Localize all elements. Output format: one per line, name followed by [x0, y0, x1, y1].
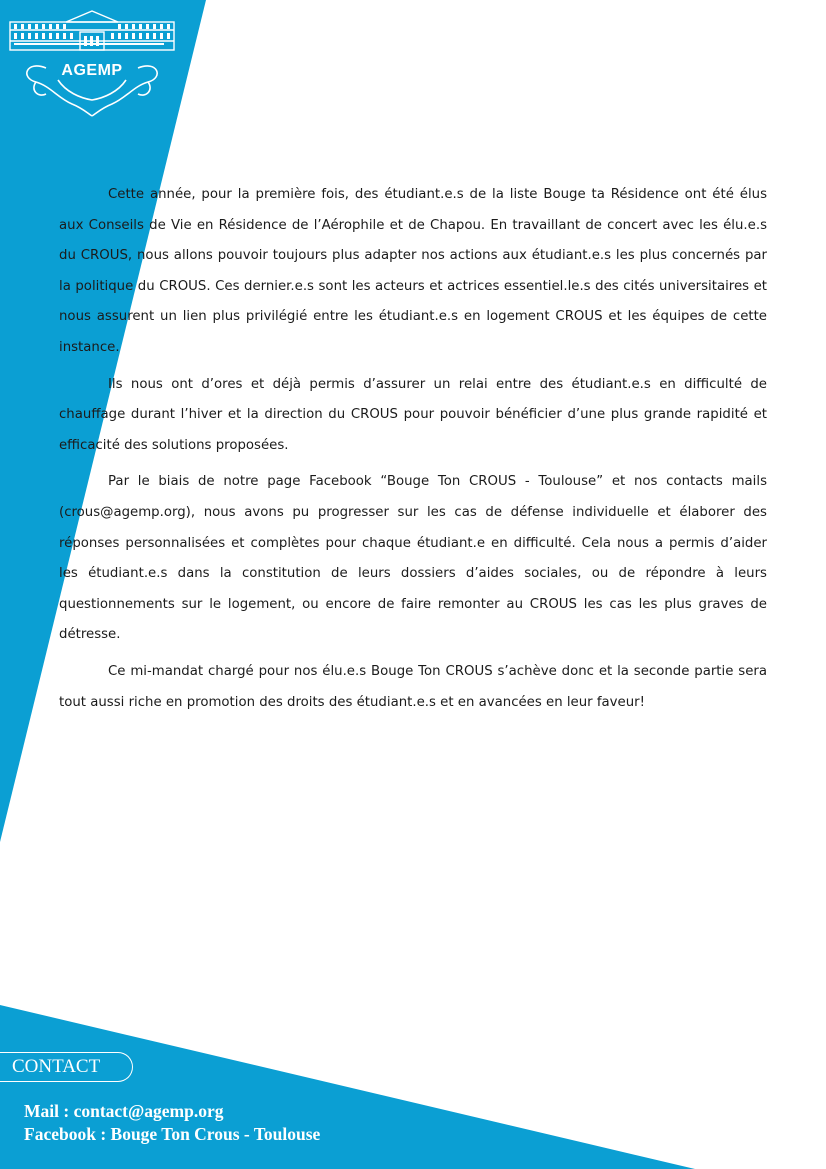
- contact-label: CONTACT: [0, 1052, 133, 1082]
- contact-facebook: Facebook : Bouge Ton Crous - Toulouse: [24, 1124, 321, 1144]
- logo-text: AGEMP: [61, 62, 123, 79]
- paragraph: Cette année, pour la première fois, des étudiant.e.s de la liste Bouge ta Résidence ont été élus aux Conseils de Vie en Résidence de l’Aérophile et de Chapou. En travaillant de concert avec les élu.e.s du CROUS, nous allons pouvoir toujours plus adapter nos actions aux étudiant.e.s les plus concernés par la politique du CROUS. Ces dernier.e.s sont les acteurs et actrices essentiel.le.s des cités universitaires et nous assurent un lien plus privilégié entre les étudiant.e.s en logement CROUS et les équipes de cette instance.: [59, 187, 767, 355]
- paragraph: Ce mi-mandat chargé pour nos élu.e.s Bouge Ton CROUS s’achève donc et la seconde partie sera tout aussi riche en promotion des droits des étudiant.e.s et en avancées en leur faveur!: [59, 663, 767, 710]
- body-text: [59, 180, 767, 724]
- contact-mail: Mail : contact@agemp.org: [24, 1101, 224, 1121]
- agemp-logo: [6, 8, 178, 118]
- paragraph: Ils nous ont d’ores et déjà permis d’assurer un relai entre des étudiant.e.s en difficulté de chauffage durant l’hiver et la direction du CROUS pour pouvoir bénéficier d’une plus grande rapidité et efficacité des solutions proposées.: [59, 376, 767, 453]
- paragraph: Par le biais de notre page Facebook “Bouge Ton CROUS - Toulouse” et nos contacts mails (crous@agemp.org), nous avons pu progresser sur les cas de défense individuelle et élaborer des réponses personnalisées et complètes pour chaque étudiant.e en difficulté. Cela nous a permis d’aider les étudiant.e.s dans la constitution de leurs dossiers d’aides sociales, ou de répondre à leurs questionnements sur le logement, ou encore de faire remonter au CROUS les cas les plus graves de détresse.: [59, 474, 767, 643]
